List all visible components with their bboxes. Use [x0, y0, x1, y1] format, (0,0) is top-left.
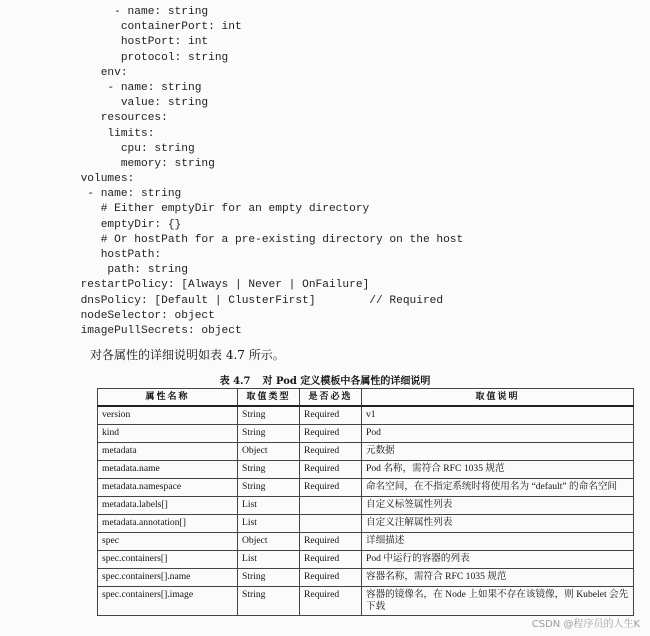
yaml-code-block [0, 5, 463, 339]
code-line: limits: [0, 127, 155, 140]
code-line: containerPort: int [0, 21, 242, 34]
attribute-name-cell: metadata [98, 443, 238, 461]
code-line: hostPath: [0, 249, 162, 261]
attribute-name-cell: spec.containers[].image [98, 587, 238, 616]
code-line: emptyDir: {} [0, 218, 182, 231]
description-cell: Pod 中运行的容器的列表 [362, 551, 634, 569]
required-cell: Required [300, 587, 362, 616]
required-cell: Required [300, 479, 362, 497]
description-cell: 容器的镜像名，在 Node 上如果不存在该镜像，则 Kubelet 会先下载 [362, 587, 634, 616]
description-cell: 自定义注解属性列表 [362, 515, 634, 533]
code-line: - name: string [0, 81, 202, 94]
description-cell: 元数据 [362, 443, 634, 461]
description-cell: 容器名称，需符合 RFC 1035 规范 [362, 569, 634, 587]
code-line: # Or hostPath for a pre-existing directory on the host [0, 233, 464, 246]
required-cell: Required [300, 551, 362, 569]
intro-paragraph: 对各属性的详细说明如表 4.7 所示。 [90, 348, 285, 362]
header-description: 取值说明 [362, 389, 634, 407]
watermark: CSDN @程序员的人生K [531, 619, 640, 630]
code-line: nodeSelector: object [0, 309, 215, 322]
description-cell: 详细描述 [362, 533, 634, 551]
attribute-name-cell: spec.containers[].name [98, 569, 238, 587]
code-line: hostPort: int [0, 36, 209, 49]
code-line: dnsPolicy: [Default | ClusterFirst] // Required [0, 294, 444, 307]
attribute-name-cell: spec [98, 533, 238, 551]
table-row [98, 461, 634, 479]
description-cell: v1 [362, 406, 634, 425]
table-body [98, 406, 634, 616]
table-row [98, 479, 634, 497]
value-type-cell: List [238, 497, 300, 515]
table-row [98, 515, 634, 533]
required-cell: Required [300, 461, 362, 479]
table-row [98, 551, 634, 569]
code-line: - name: string [0, 6, 209, 18]
description-cell: Pod 名称，需符合 RFC 1035 规范 [362, 461, 634, 479]
value-type-cell: String [238, 425, 300, 443]
code-line: resources: [0, 112, 168, 125]
required-cell [300, 497, 362, 515]
table-title: 对 Pod 定义模板中各属性的详细说明 [262, 376, 431, 387]
code-line: path: string [0, 264, 188, 277]
table-row [98, 443, 634, 461]
required-cell [300, 515, 362, 533]
value-type-cell: String [238, 406, 300, 425]
code-line: protocol: string [0, 51, 229, 64]
table-row [98, 569, 634, 587]
table-header-row [98, 389, 634, 407]
table-caption [0, 372, 650, 387]
description-cell: 命名空间，在不指定系统时将使用名为 “default” 的命名空间 [362, 479, 634, 497]
code-line: restartPolicy: [Always | Never | OnFailure] [0, 279, 370, 292]
attribute-name-cell: metadata.labels[] [98, 497, 238, 515]
header-value-type: 取值类型 [238, 389, 300, 407]
value-type-cell: String [238, 587, 300, 616]
code-line: env: [0, 66, 128, 79]
required-cell: Required [300, 406, 362, 425]
value-type-cell: List [238, 515, 300, 533]
attribute-name-cell: metadata.namespace [98, 479, 238, 497]
header-required: 是否必选 [300, 389, 362, 407]
code-line: # Either emptyDir for an empty directory [0, 203, 370, 216]
value-type-cell: String [238, 569, 300, 587]
required-cell: Required [300, 425, 362, 443]
required-cell: Required [300, 533, 362, 551]
header-attribute-name: 属性名称 [98, 389, 238, 407]
value-type-cell: Object [238, 533, 300, 551]
code-line: volumes: [0, 173, 135, 186]
table-number: 表 4.7 [219, 376, 251, 387]
attribute-name-cell: kind [98, 425, 238, 443]
required-cell: Required [300, 569, 362, 587]
required-cell: Required [300, 443, 362, 461]
code-line: value: string [0, 97, 209, 110]
description-cell: 自定义标签属性列表 [362, 497, 634, 515]
description-cell: Pod [362, 425, 634, 443]
table-row [98, 406, 634, 425]
attribute-name-cell: spec.containers[] [98, 551, 238, 569]
table-row [98, 425, 634, 443]
code-line: memory: string [0, 157, 215, 170]
table-row [98, 533, 634, 551]
value-type-cell: List [238, 551, 300, 569]
code-line: - name: string [0, 188, 182, 201]
attribute-name-cell: metadata.annotation[] [98, 515, 238, 533]
table-row [98, 587, 634, 616]
code-line: cpu: string [0, 142, 195, 155]
attribute-name-cell: version [98, 406, 238, 425]
value-type-cell: Object [238, 443, 300, 461]
value-type-cell: String [238, 461, 300, 479]
attributes-table [97, 388, 634, 616]
value-type-cell: String [238, 479, 300, 497]
code-line: imagePullSecrets: object [0, 324, 242, 337]
attribute-name-cell: metadata.name [98, 461, 238, 479]
table-row [98, 497, 634, 515]
